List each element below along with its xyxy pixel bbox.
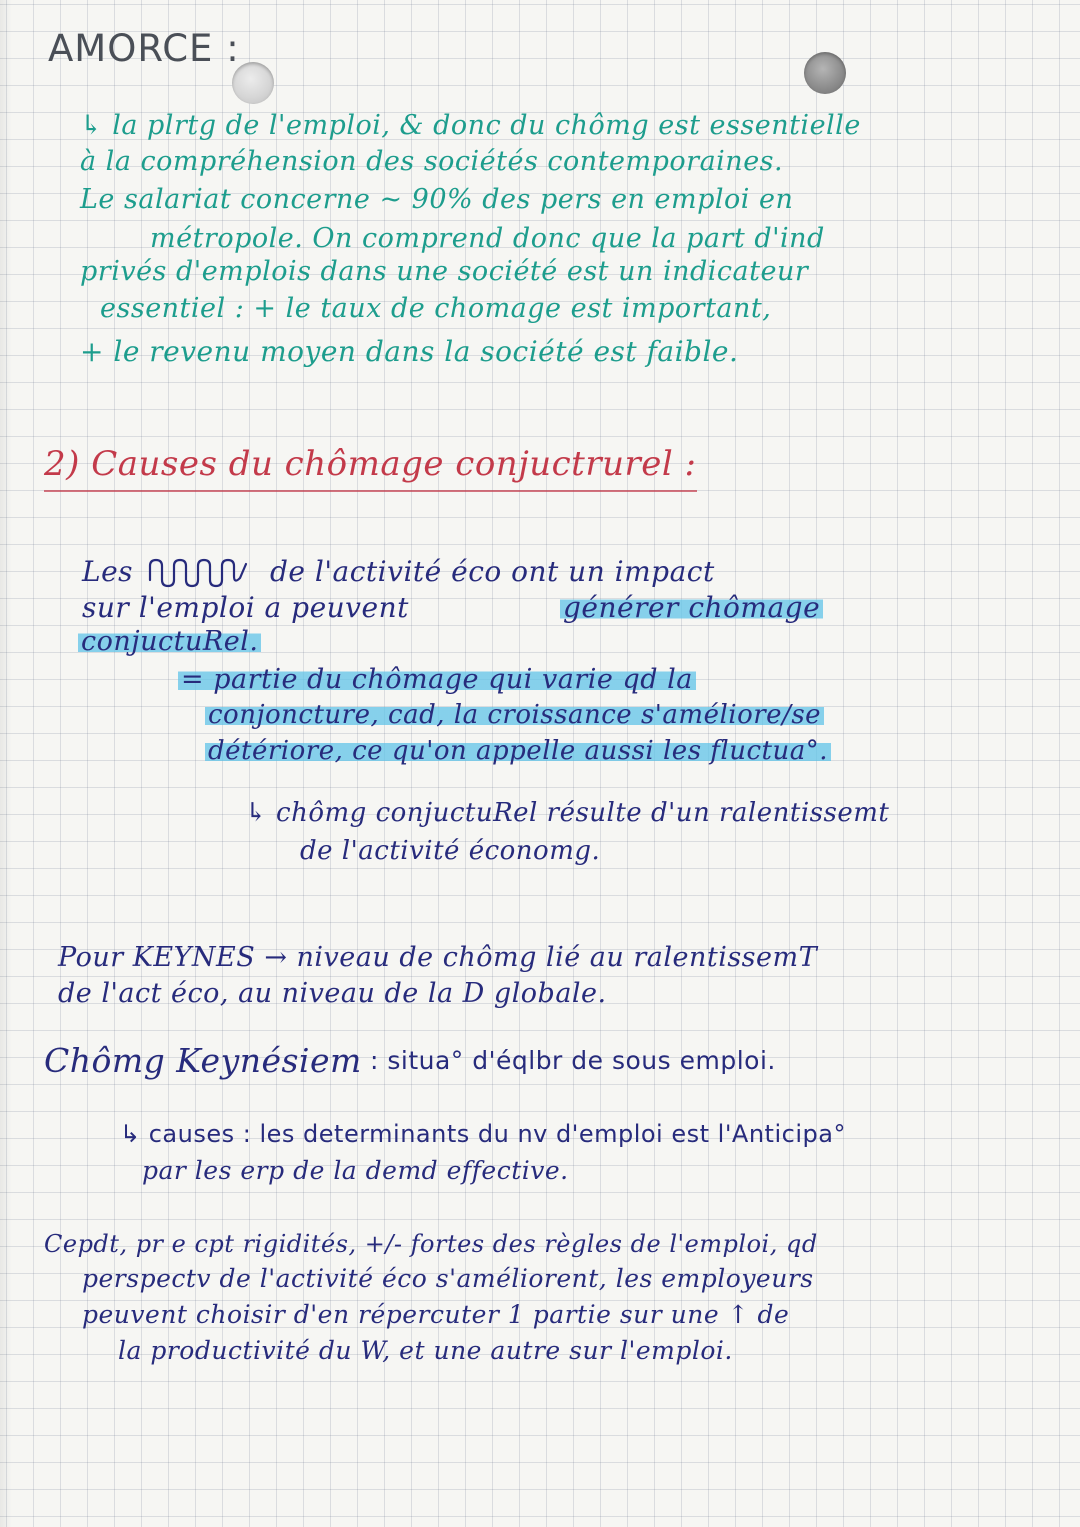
cepdt-line: peuvent choisir d'en répercuter 1 partie sur une ↑ de (82, 1300, 790, 1329)
result-line: ↳ chômg conjuctuRel résulte d'un ralentissemt (245, 798, 890, 828)
amorce-line: Le salariat concerne ~ 90% des pers en emploi en (80, 184, 794, 215)
causes-line: par les erp de la demd effective. (142, 1156, 569, 1185)
amorce-line: à la compréhension des sociétés contemporaines. (80, 146, 784, 177)
causes-line: ↳ causes : les determinants du nv d'emploi est l'Anticipa° (120, 1120, 846, 1148)
keynesian-definition: : situa° d'éqlbr de sous emploi. (370, 1046, 776, 1075)
definition-line: conjoncture, cad, la croissance s'améliore/se (205, 702, 824, 728)
result-line: de l'activité économg. (300, 836, 601, 866)
amorce-line: + le revenu moyen dans la société est faible. (80, 335, 739, 368)
intro-line1-end: de l'activité éco ont un impact (270, 555, 715, 588)
keynes-line: Pour KEYNES → niveau de chômg lié au ralentissemT (58, 942, 818, 973)
keynes-line: de l'act éco, au niveau de la D globale. (58, 978, 607, 1009)
amorce-line: privés d'emplois dans une société est un indicateur (80, 256, 809, 287)
fluctuation-wave-icon (146, 556, 256, 588)
section-title-underline (44, 490, 697, 492)
amorce-line: ↳ la plrtg de l'emploi, & donc du chômg est essentielle (80, 110, 861, 141)
binder-hole-right (804, 52, 846, 94)
intro-line2-start: sur l'emploi a peuvent (82, 591, 409, 624)
amorce-line: métropole. On comprend donc que la part d'ind (150, 223, 825, 254)
section-title: 2) Causes du chômage conjuctrurel : (44, 444, 697, 484)
definition-line: détériore, ce qu'on appelle aussi les fluctua°. (205, 738, 831, 764)
intro-line1-start: Les (82, 555, 134, 588)
amorce-line: essentiel : + le taux de chomage est important, (100, 293, 772, 324)
amorce-title: AMORCE : (48, 27, 240, 70)
intro-line2-highlight: générer chômage (560, 594, 823, 622)
intro-line3-highlight: conjuctuRel. (78, 628, 261, 655)
cepdt-line: perspectv de l'activité éco s'améliorent, les employeurs (82, 1264, 814, 1293)
definition-line: = partie du chômage qui varie qd la (178, 666, 696, 693)
cepdt-line: la productivité du W, et une autre sur l'emploi. (118, 1336, 733, 1365)
keynesian-title: Chômg Keynésiem (44, 1041, 362, 1080)
page-edge-shadow (0, 0, 12, 1527)
cepdt-line: Cepdt, pr e cpt rigidités, +/- fortes des règles de l'emploi, qd (44, 1230, 818, 1258)
